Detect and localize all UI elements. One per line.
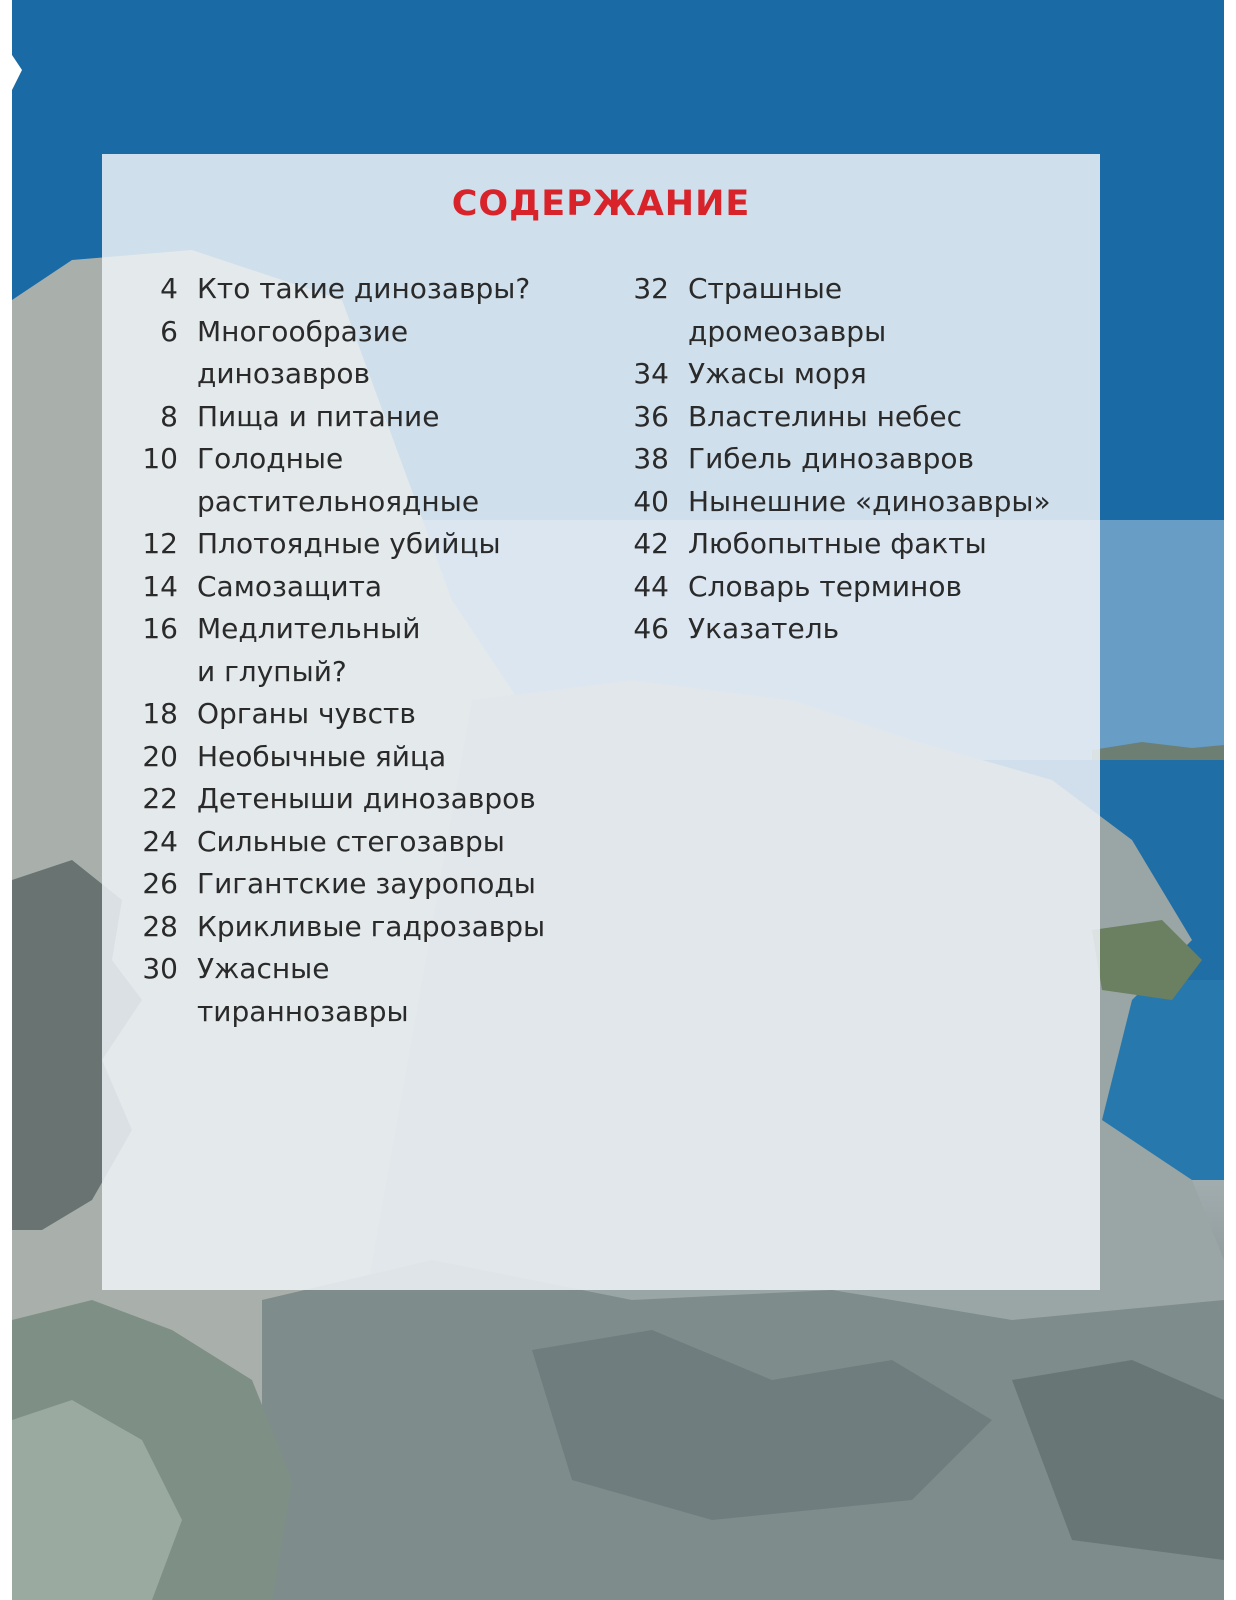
- toc-page-number: 24: [142, 824, 178, 858]
- toc-page-number: 32: [633, 272, 669, 305]
- toc-page-number: 26: [142, 867, 178, 900]
- toc-entry[interactable]: [619, 396, 1051, 439]
- toc-page-number: 12: [142, 527, 178, 560]
- toc-entry[interactable]: [132, 608, 545, 693]
- toc-title: СОДЕРЖАНИЕ: [451, 184, 751, 224]
- toc-page-number: 6: [160, 314, 178, 348]
- toc-page-number: 8: [160, 399, 178, 433]
- toc-entry[interactable]: [132, 438, 545, 523]
- toc-entry-title: Плотоядные убийцы: [197, 527, 501, 560]
- toc-page-number: 44: [633, 569, 669, 603]
- toc-entry-title: Сильные стегозавры: [197, 824, 505, 858]
- toc-entry-title: Гигантские зауроподы: [197, 867, 536, 900]
- toc-entry[interactable]: [132, 906, 545, 949]
- toc-page-number: 34: [633, 357, 669, 390]
- toc-entry-title: Детеныши динозавров: [197, 782, 536, 815]
- toc-page-number: 14: [142, 569, 178, 603]
- toc-page-number: 22: [142, 782, 178, 815]
- toc-page-number: 36: [633, 399, 669, 433]
- toc-entry[interactable]: [132, 948, 545, 1033]
- toc-entry[interactable]: [619, 268, 1051, 353]
- toc-column-right: [619, 268, 1051, 651]
- toc-entry[interactable]: [132, 523, 545, 566]
- toc-entry-title: Многообразие динозавров: [197, 314, 409, 390]
- toc-page-number: 10: [142, 442, 178, 475]
- toc-entry[interactable]: [132, 566, 545, 609]
- toc-page-number: 16: [142, 612, 178, 645]
- toc-entry-title: Голодные растительноядные: [197, 442, 480, 518]
- toc-entry[interactable]: [132, 268, 545, 311]
- toc-page-number: 4: [160, 272, 178, 305]
- toc-entry-title: Органы чувств: [197, 697, 416, 730]
- toc-entry-title: Ужасные тираннозавры: [197, 952, 409, 1028]
- toc-page-number: 28: [142, 909, 178, 943]
- toc-entry-title: Пища и питание: [197, 399, 440, 433]
- toc-entry-title: Медлительный и глупый?: [197, 612, 421, 688]
- toc-entry[interactable]: [619, 566, 1051, 609]
- toc-entry-title: Указатель: [688, 612, 840, 645]
- toc-entry[interactable]: [132, 821, 545, 864]
- toc-entry-title: Необычные яйца: [197, 739, 447, 773]
- toc-entry[interactable]: [619, 523, 1051, 566]
- toc-column-left: [132, 268, 545, 1033]
- toc-entry[interactable]: [132, 311, 545, 396]
- toc-entry-title: Крикливые гадрозавры: [197, 909, 546, 943]
- toc-page-number: 42: [633, 527, 669, 560]
- toc-entry[interactable]: [132, 736, 545, 779]
- toc-entry-title: Любопытные факты: [688, 527, 987, 560]
- toc-entry[interactable]: [132, 396, 545, 439]
- toc-entry-title: Словарь терминов: [688, 569, 962, 603]
- toc-entry[interactable]: [132, 778, 545, 821]
- toc-entry-title: Страшные дромеозавры: [688, 272, 887, 348]
- toc-page-number: 18: [142, 697, 178, 730]
- toc-entry[interactable]: [132, 863, 545, 906]
- toc-entry[interactable]: [619, 608, 1051, 651]
- toc-page-number: 30: [142, 952, 178, 985]
- toc-entry-title: Властелины небес: [688, 399, 963, 433]
- toc-entry-title: Ужасы моря: [688, 357, 867, 390]
- toc-page-number: 20: [142, 739, 178, 773]
- toc-entry-title: Кто такие динозавры?: [197, 272, 531, 305]
- toc-entry[interactable]: [619, 353, 1051, 396]
- toc-panel: [102, 154, 1100, 1290]
- toc-page-number: 46: [633, 612, 669, 645]
- toc-entry-title: Самозащита: [197, 569, 383, 603]
- toc-entry-title: Нынешние «динозавры»: [688, 484, 1051, 518]
- toc-page-number: 38: [633, 442, 669, 475]
- toc-entry-title: Гибель динозавров: [688, 442, 975, 475]
- toc-entry[interactable]: [132, 693, 545, 736]
- toc-page-number: 40: [633, 484, 669, 518]
- toc-entry[interactable]: [619, 481, 1051, 524]
- toc-entry[interactable]: [619, 438, 1051, 481]
